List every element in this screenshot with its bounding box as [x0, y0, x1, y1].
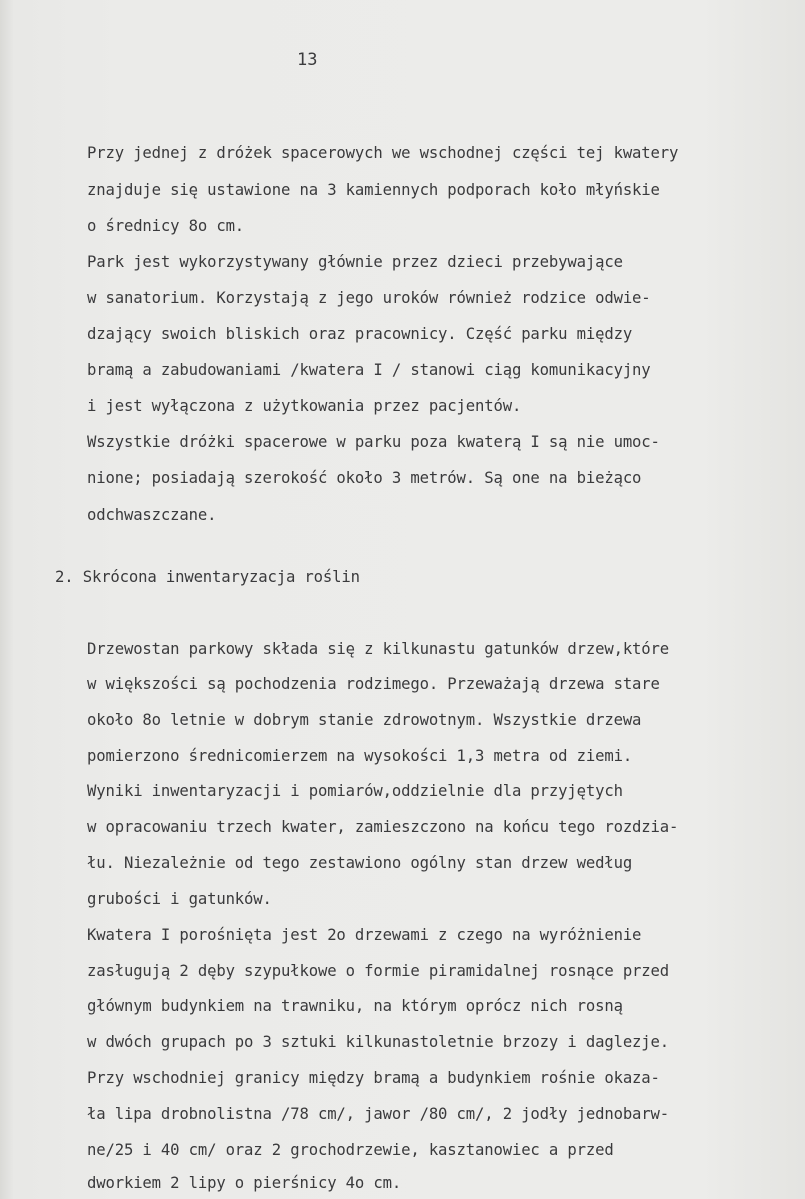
text-line: Wszystkie dróżki spacerowe w parku poza kwaterą I są nie umoc- — [87, 433, 660, 451]
text-line: w dwóch grupach po 3 sztuki kilkunastoletnie brzozy i daglezje. — [87, 1033, 670, 1051]
text-line: nione; posiadają szerokość około 3 metrów. Są one na bieżąco — [87, 469, 642, 487]
text-line: o średnicy 8o cm. — [87, 217, 245, 235]
section-heading: 2. Skrócona inwentaryzacja roślin — [55, 568, 360, 586]
text-line: Przy jednej z dróżek spacerowych we wschodnej części tej kwatery — [87, 144, 679, 162]
text-line: Wyniki inwentaryzacji i pomiarów,oddzielnie dla przyjętych — [87, 782, 623, 800]
text-line: zasługują 2 dęby szypułkowe o formie piramidalnej rosnące przed — [87, 962, 670, 980]
text-line: w opracowaniu trzech kwater, zamieszczono na końcu tego rozdzia- — [87, 818, 679, 836]
text-line: pomierzono średnicomierzem na wysokości 1,3 metra od ziemi. — [87, 747, 633, 765]
text-line: dworkiem 2 lipy o pierśnicy 4o cm. — [87, 1174, 402, 1192]
text-line: Przy wschodniej granicy między bramą a budynkiem rośnie okaza- — [87, 1069, 660, 1087]
text-line: bramą a zabudowaniami /kwatera I / stanowi ciąg komunikacyjny — [87, 361, 651, 379]
text-line: łu. Niezależnie od tego zestawiono ogólny stan drzew według — [87, 854, 633, 872]
text-line: głównym budynkiem na trawniku, na którym oprócz nich rosną — [87, 997, 623, 1015]
text-line: w sanatorium. Korzystają z jego uroków również rodzice odwie- — [87, 289, 651, 307]
page-number: 13 — [297, 50, 318, 70]
text-line: ła lipa drobnolistna /78 cm/, jawor /80 cm/, 2 jodły jednobarw- — [87, 1105, 670, 1123]
text-line: około 8o letnie w dobrym stanie zdrowotnym. Wszystkie drzewa — [87, 711, 642, 729]
text-line: grubości i gatunków. — [87, 890, 272, 908]
text-line: Kwatera I porośnięta jest 2o drzewami z czego na wyróżnienie — [87, 926, 642, 944]
text-line: znajduje się ustawione na 3 kamiennych podporach koło młyńskie — [87, 181, 660, 199]
text-line: odchwaszczane. — [87, 506, 217, 524]
text-line: i jest wyłączona z użytkowania przez pacjentów. — [87, 397, 522, 415]
text-line: Drzewostan parkowy składa się z kilkunastu gatunków drzew,które — [87, 640, 670, 658]
text-line: dzający swoich bliskich oraz pracownicy. Część parku między — [87, 325, 633, 343]
text-line: ne/25 i 40 cm/ oraz 2 grochodrzewie, kasztanowiec a przed — [87, 1141, 614, 1159]
text-line: w większości są pochodzenia rodzimego. Przeważają drzewa stare — [87, 675, 660, 693]
text-line: Park jest wykorzystywany głównie przez dzieci przebywające — [87, 253, 623, 271]
